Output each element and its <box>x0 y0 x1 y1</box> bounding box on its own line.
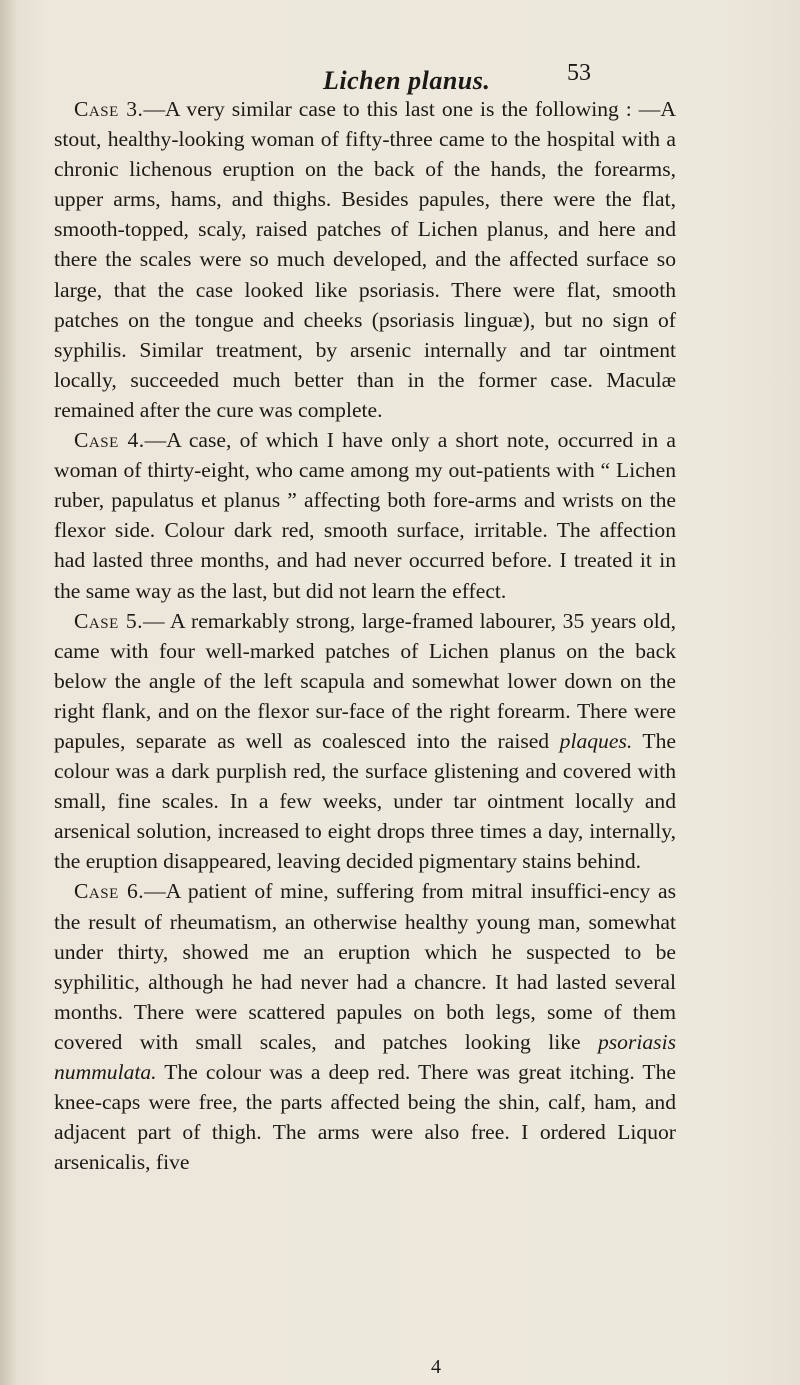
running-title: Lichen planus. <box>323 66 491 95</box>
signature-mark: 4 <box>431 1356 441 1378</box>
case-text: The colour was a deep red. There was great itching. The knee-caps were free, the parts affected being the shin, calf, ham, and adjacent part of thigh. The arms were also free. I ordered Liquor arsenicalis, five <box>54 1060 676 1175</box>
page-number: 53 <box>567 60 591 86</box>
case-text: —A very similar case to this last one is the following : —A stout, healthy-looking woman of fifty-three came to the hospital with a chronic lichenous eruption on the back of the hands, the forearms, upper arms, hams, and thighs. Besides papules, there were the flat, smooth-topped, scaly, raised patches of Lichen planus, and here and there the scales were so much developed, and the affected surface so large, that the case looked like psoriasis. There were flat, smooth patches on the tongue and cheeks (psoriasis linguæ), but no sign of syphilis. Similar treatment, by arsenic internally and tar ointment locally, succeeded much better than in the former case. Maculæ remained after the cure was complete. <box>54 97 676 422</box>
paragraph-case-3 <box>54 94 676 425</box>
case-text: — A remarkably strong, large-framed labourer, 35 years old, came with four well-marked patches of Lichen planus on the back below the angle of the left scapula and somewhat lower down on the right flank, and on the flexor sur-face of the right forearm. There were papules, separate as well as coalesced into the raised <box>54 608 676 753</box>
case-label: Case 4. <box>74 428 145 453</box>
case-label: Case 5. <box>74 608 144 633</box>
case-text: —A patient of mine, suffering from mitral insuffici-ency as the result of rheumatism, an otherwise healthy young man, somewhat under thirty, showed me an eruption which he suspected to be syphilitic, although he had never had a chancre. It had lasted several months. There were scattered papules on both legs, some of them covered with small scales, and patches looking like <box>54 879 676 1054</box>
italic-term: psoriasis nummulata. <box>54 1029 676 1084</box>
case-text: —A case, of which I have only a short note, occurred in a woman of thirty-eight, who came among my out-patients with “ Lichen ruber, papulatus et planus ” affecting both fore-arms and wrists on the flexor side. Colour dark red, smooth surface, irritable. The affection had lasted three months, and had never occurred before. I treated it in the same way as the last, but did not learn the effect. <box>54 428 676 603</box>
body-text <box>54 94 676 1177</box>
case-label: Case 6. <box>74 879 145 904</box>
italic-term: plaques. <box>559 728 633 753</box>
paragraph-case-6 <box>54 876 676 1177</box>
paragraph-case-5 <box>54 606 676 877</box>
case-text: The colour was a dark purplish red, the surface glistening and covered with small, fine scales. In a few weeks, under tar ointment locally and arsenical solution, increased to eight drops three times a day, internally, the eruption disappeared, leaving decided pigmentary stains behind. <box>54 728 676 874</box>
page-edge-shadow <box>0 0 18 1385</box>
paragraph-case-4 <box>54 425 676 606</box>
case-label: Case 3. <box>74 97 144 121</box>
